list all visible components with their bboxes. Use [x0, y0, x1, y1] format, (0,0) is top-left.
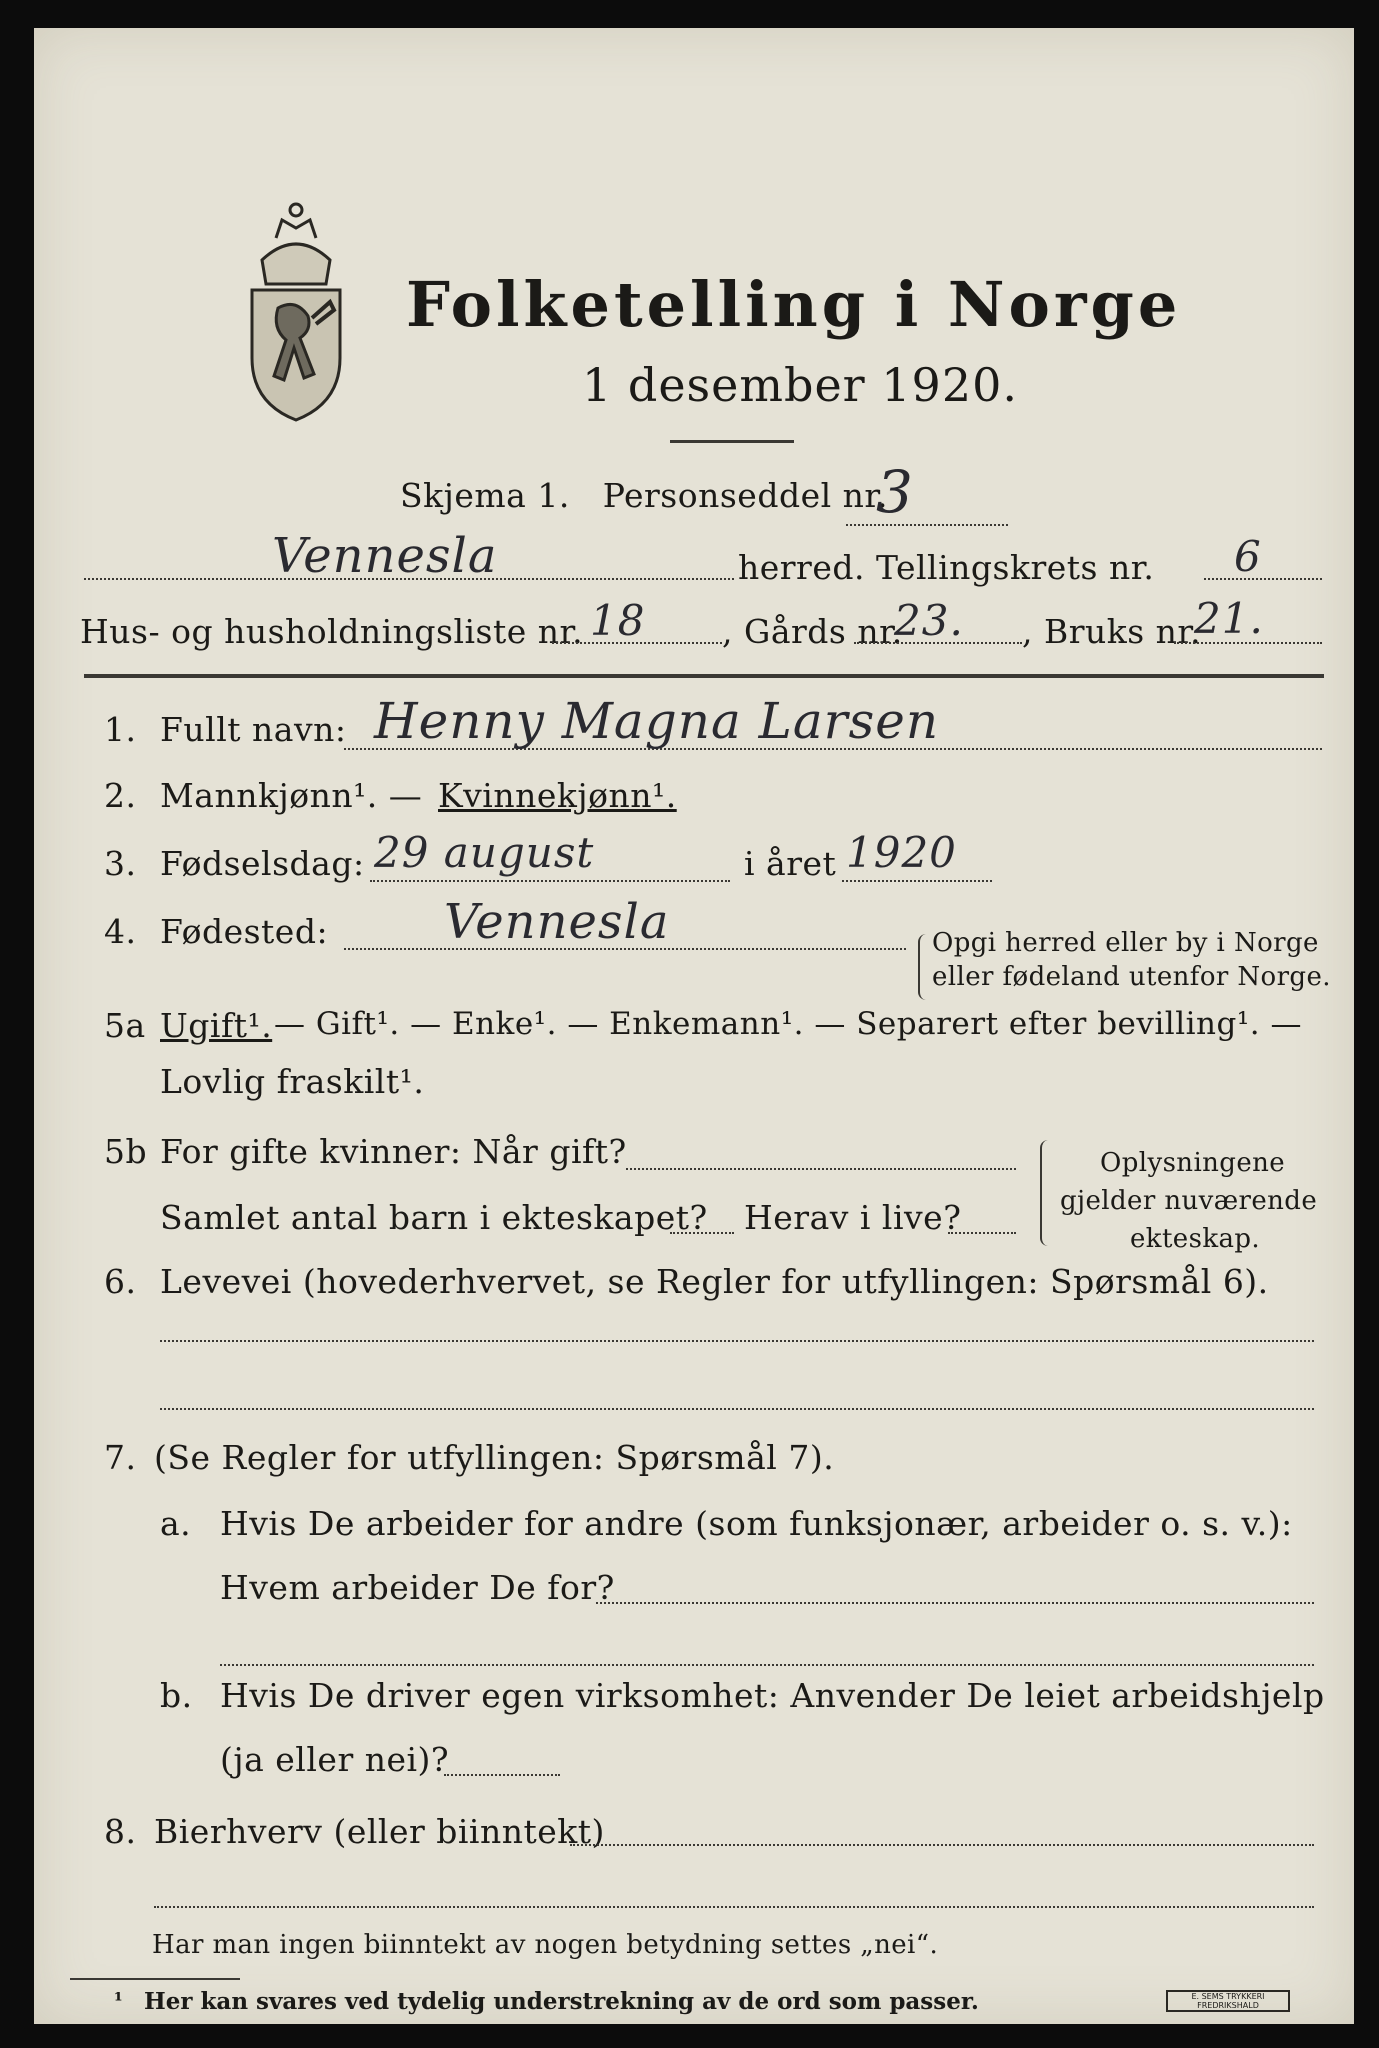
q8-number: 8.	[104, 1812, 137, 1851]
q8-dots2	[154, 1906, 1314, 1908]
q8-note: Har man ingen biinntekt av nogen betydning settes „nei“.	[152, 1930, 939, 1960]
q4-note-line1: Opgi herred eller by i Norge	[932, 928, 1319, 958]
q3-label: Fødselsdag:	[160, 844, 365, 883]
q7b-line2: (ja eller nei)?	[220, 1740, 450, 1779]
marital-options: — Gift¹. — Enke¹. — Enkemann¹. — Separert efter bevilling¹. —	[274, 1006, 1302, 1042]
hus-label: Hus- og husholdningsliste nr.	[80, 612, 584, 651]
q4-label: Fødested:	[160, 912, 329, 951]
gards-value: 23.	[894, 596, 964, 645]
q7a-dots2	[220, 1664, 1314, 1666]
personseddel-dots	[846, 524, 1008, 526]
unmarried-option: Ugift¹.	[160, 1006, 273, 1045]
q5b-line1: For gifte kvinner: Når gift?	[160, 1132, 627, 1171]
form-title: Folketelling i Norge	[406, 268, 1182, 341]
q5b-note-line2: gjelder nuværende	[1060, 1186, 1318, 1216]
female-option: Kvinnekjønn¹.	[438, 776, 677, 815]
printer-stamp: E. SEMS TRYKKERI FREDRIKSHALD	[1166, 1990, 1290, 2012]
municipality-value: Vennesla	[272, 528, 498, 584]
q7b-line1: Hvis De driver egen virksomhet: Anvender De leiet arbeidshjelp	[220, 1676, 1325, 1715]
footnote-divider	[70, 1978, 240, 1980]
q1-label: Fullt navn:	[160, 710, 347, 749]
schema-label: Skjema 1. Personseddel nr.	[400, 476, 889, 515]
herred-label: herred.	[738, 548, 865, 587]
year-dots	[842, 880, 992, 882]
q4-brace	[918, 934, 928, 1000]
q1-number: 1.	[104, 710, 137, 749]
male-option: Mannkjønn¹. —	[160, 776, 423, 815]
q5b-alive-label: Herav i live?	[744, 1198, 962, 1237]
divorced-option: Lovlig fraskilt¹.	[160, 1062, 425, 1101]
personseddel-number: 3	[876, 458, 914, 526]
q7-number: 7.	[104, 1438, 137, 1477]
footnote-text: Her kan svares ved tydelig understrekning av de ord som passer.	[144, 1988, 979, 2015]
q5b-brace	[1040, 1140, 1050, 1246]
q5b-line2-dots	[670, 1232, 734, 1234]
year-label: i året	[744, 844, 837, 883]
q7-label: (Se Regler for utfyllingen: Spørsmål 7).	[154, 1438, 835, 1477]
tellingskrets-dots	[1204, 578, 1322, 580]
birth-year-value: 1920	[846, 828, 957, 877]
q7b-number: b.	[160, 1676, 193, 1715]
q6-label: Levevei (hovederhvervet, se Regler for utfyllingen: Spørsmål 6).	[160, 1262, 1269, 1301]
q6-number: 6.	[104, 1262, 137, 1301]
full-name-value: Henny Magna Larsen	[374, 692, 940, 750]
q7b-dots	[444, 1774, 560, 1776]
tellingskrets-label: Tellingskrets nr.	[876, 548, 1155, 587]
q6-answer-line1	[160, 1340, 1314, 1342]
q8-label: Bierhverv (eller biinntekt)	[154, 1812, 605, 1851]
q4-number: 4.	[104, 912, 137, 951]
q6-answer-line2	[160, 1408, 1314, 1410]
tellingskrets-value: 6	[1234, 532, 1262, 581]
norway-coat-of-arms-icon	[242, 198, 350, 423]
hus-value: 18	[590, 596, 646, 645]
q3-dots	[370, 880, 730, 882]
bruks-label: , Bruks nr.	[1022, 612, 1202, 651]
q5b-line1-dots	[626, 1168, 1016, 1170]
bruks-value: 21.	[1194, 594, 1264, 643]
census-date: 1 desember 1920.	[582, 358, 1018, 412]
q5a-number: 5a	[104, 1006, 146, 1045]
header-divider	[84, 674, 1324, 678]
q3-number: 3.	[104, 844, 137, 883]
q5b-number: 5b	[104, 1132, 148, 1171]
q2-number: 2.	[104, 776, 137, 815]
q5b-note-line3: ekteskap.	[1130, 1224, 1261, 1254]
q8-dots1	[570, 1844, 1314, 1846]
gards-label: , Gårds nr.	[722, 612, 903, 651]
title-divider	[670, 440, 794, 443]
footnote-mark: ¹	[114, 1988, 123, 2012]
q5b-alive-dots	[948, 1232, 1016, 1234]
q7a-number: a.	[160, 1504, 192, 1543]
census-form	[34, 28, 1354, 2024]
birthdate-value: 29 august	[374, 828, 595, 877]
q7a-dots1	[596, 1602, 1314, 1604]
q7a-line1: Hvis De arbeider for andre (som funksjonær, arbeider o. s. v.):	[220, 1504, 1293, 1543]
q4-note-line2: eller fødeland utenfor Norge.	[932, 962, 1331, 992]
birthplace-value: Vennesla	[444, 894, 670, 950]
q5b-line2: Samlet antal barn i ekteskapet?	[160, 1198, 708, 1237]
q5b-note-line1: Oplysningene	[1100, 1148, 1286, 1178]
q7a-line2: Hvem arbeider De for?	[220, 1568, 615, 1607]
